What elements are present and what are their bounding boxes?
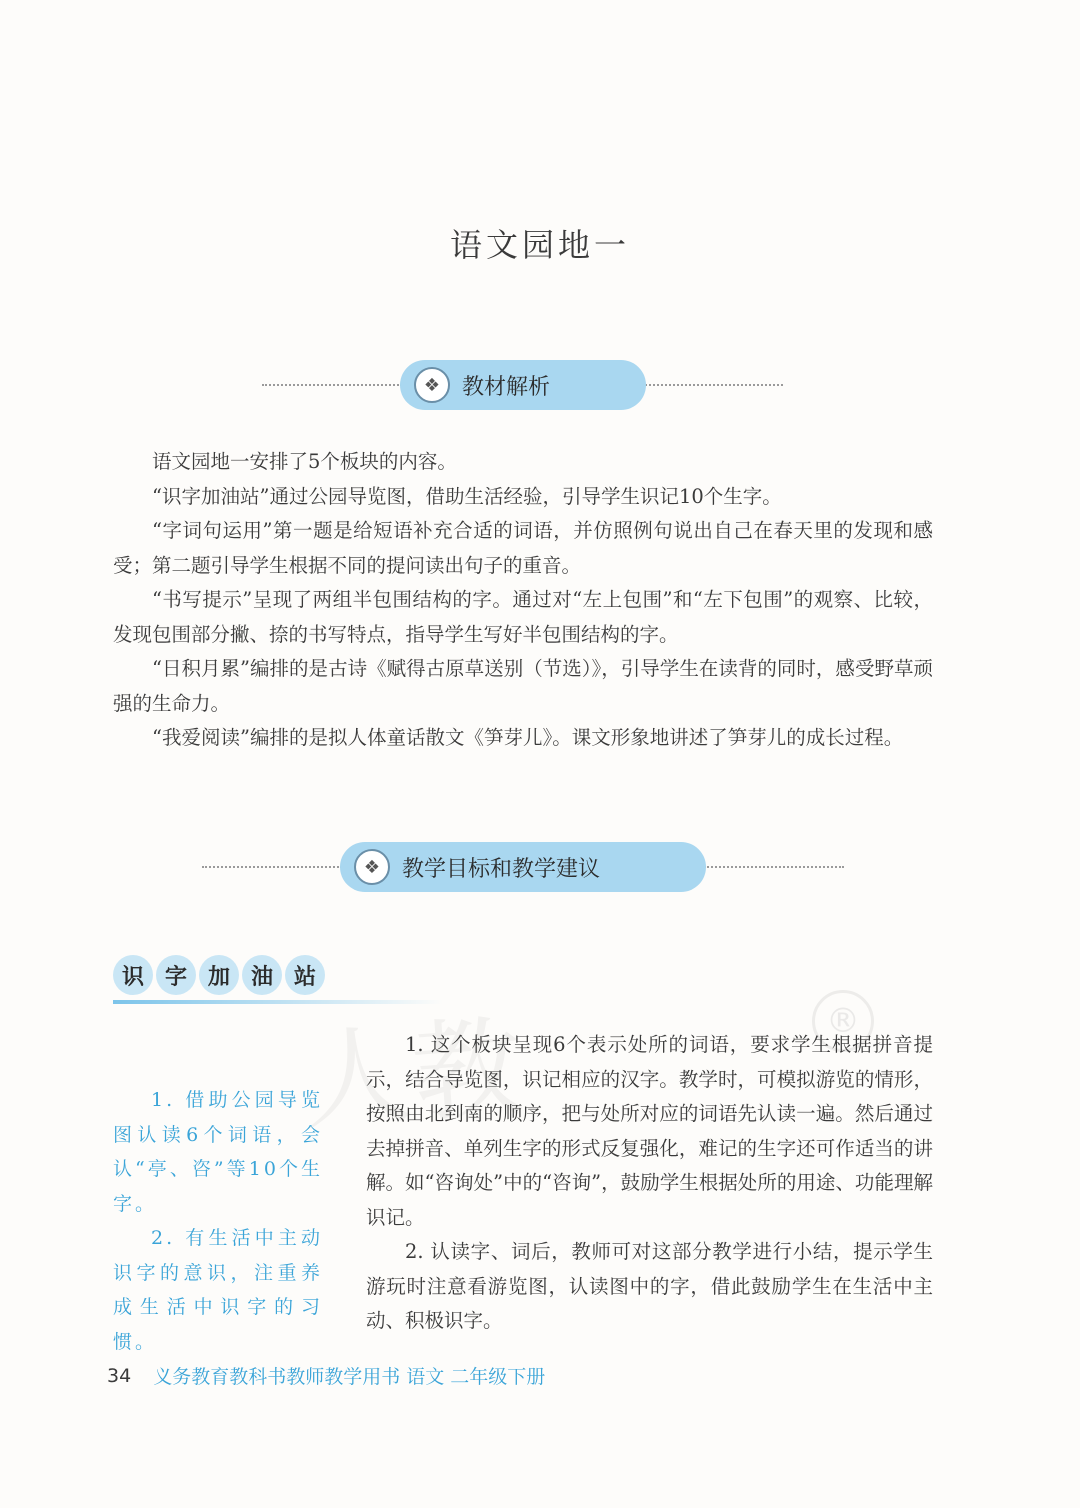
- teaching-heading-pill: [340, 842, 706, 892]
- teaching-suggestions: [366, 1028, 933, 1339]
- suggestion-item: 2. 认读字、词后，教师可对这部分教学进行小结，提示学生游玩时注意看游览图，认读图中的字，借此鼓励学生在生活中主动、积极识字。: [366, 1240, 933, 1332]
- analysis-paragraph: “我爱阅读”编排的是拟人体童话散文《笋芽儿》。课文形象地讲述了笋芽儿的成长过程。: [152, 726, 904, 749]
- publisher-watermark: 人教: [297, 1003, 526, 1147]
- analysis-paragraph: “字词句运用”第一题是给短语补充合适的词语，并仿照例句说出自己在春天里的发现和感受；第二题引导学生根据不同的提问读出句子的重音。: [113, 519, 933, 577]
- registered-mark: ®: [812, 990, 874, 1052]
- analysis-paragraph: “书写提示”呈现了两组半包围结构的字。通过对“左上包围”和“左下包围”的观察、比较，发现包围部分撇、捺的书写特点，指导学生写好半包围结构的字。: [113, 588, 933, 646]
- section-heading-char: 油: [242, 955, 282, 995]
- goal-item: 1. 借助公园导览图认读6个词语，会认“亭、咨”等10个生字。: [113, 1089, 323, 1215]
- suggestion-item: 1. 这个板块呈现6个表示处所的词语，要求学生根据拼音提示，结合导览图，识记相应的汉字。教学时，可模拟游览的情形，按照由北到南的顺序，把与处所对应的词语先认读一遍。然后通过去掉拼音、单列生字的形式反复强化，难记的生字还可作适当的讲解。如“咨询处”中的“咨询”，鼓励学生根据处所的用途、功能理解识记。: [366, 1033, 933, 1229]
- divider-left-analysis: [262, 384, 402, 386]
- page-title: 语文园地一: [449, 226, 630, 264]
- divider-right-teaching: [704, 866, 844, 868]
- book-title: 义务教育教科书教师教学用书 语文 二年级下册: [153, 1366, 546, 1388]
- section-heading-char: 识: [113, 955, 153, 995]
- book-icon: ❖: [414, 367, 450, 403]
- divider-left-teaching: [202, 866, 342, 868]
- teaching-goals: [113, 1083, 323, 1359]
- section-heading-char: 字: [156, 955, 196, 995]
- book-icon: ❖: [354, 849, 390, 885]
- section-underline: [113, 1000, 443, 1004]
- analysis-paragraph: “识字加油站”通过公园导览图，借助生活经验，引导学生识记10个生字。: [152, 484, 782, 508]
- analysis-paragraph: “日积月累”编排的是古诗《赋得古原草送别（节选）》，引导学生在读背的同时，感受野草顽强的生命力。: [113, 657, 933, 715]
- analysis-body: [113, 445, 933, 756]
- analysis-paragraph: 语文园地一安排了5个板块的内容。: [152, 450, 457, 473]
- goal-item: 2. 有生活中主动识字的意识，注重养成生活中识字的习惯。: [113, 1227, 323, 1353]
- divider-right-analysis: [645, 384, 783, 386]
- section-heading-char: 加: [199, 955, 239, 995]
- teaching-heading: 教学目标和教学建议: [402, 856, 601, 882]
- analysis-heading-pill: [400, 360, 646, 410]
- page-footer: [107, 1362, 545, 1389]
- analysis-heading: 教材解析: [462, 374, 551, 400]
- section-heading: [113, 950, 328, 1000]
- section-heading-char: 站: [285, 955, 325, 995]
- page-number: 34: [107, 1364, 132, 1387]
